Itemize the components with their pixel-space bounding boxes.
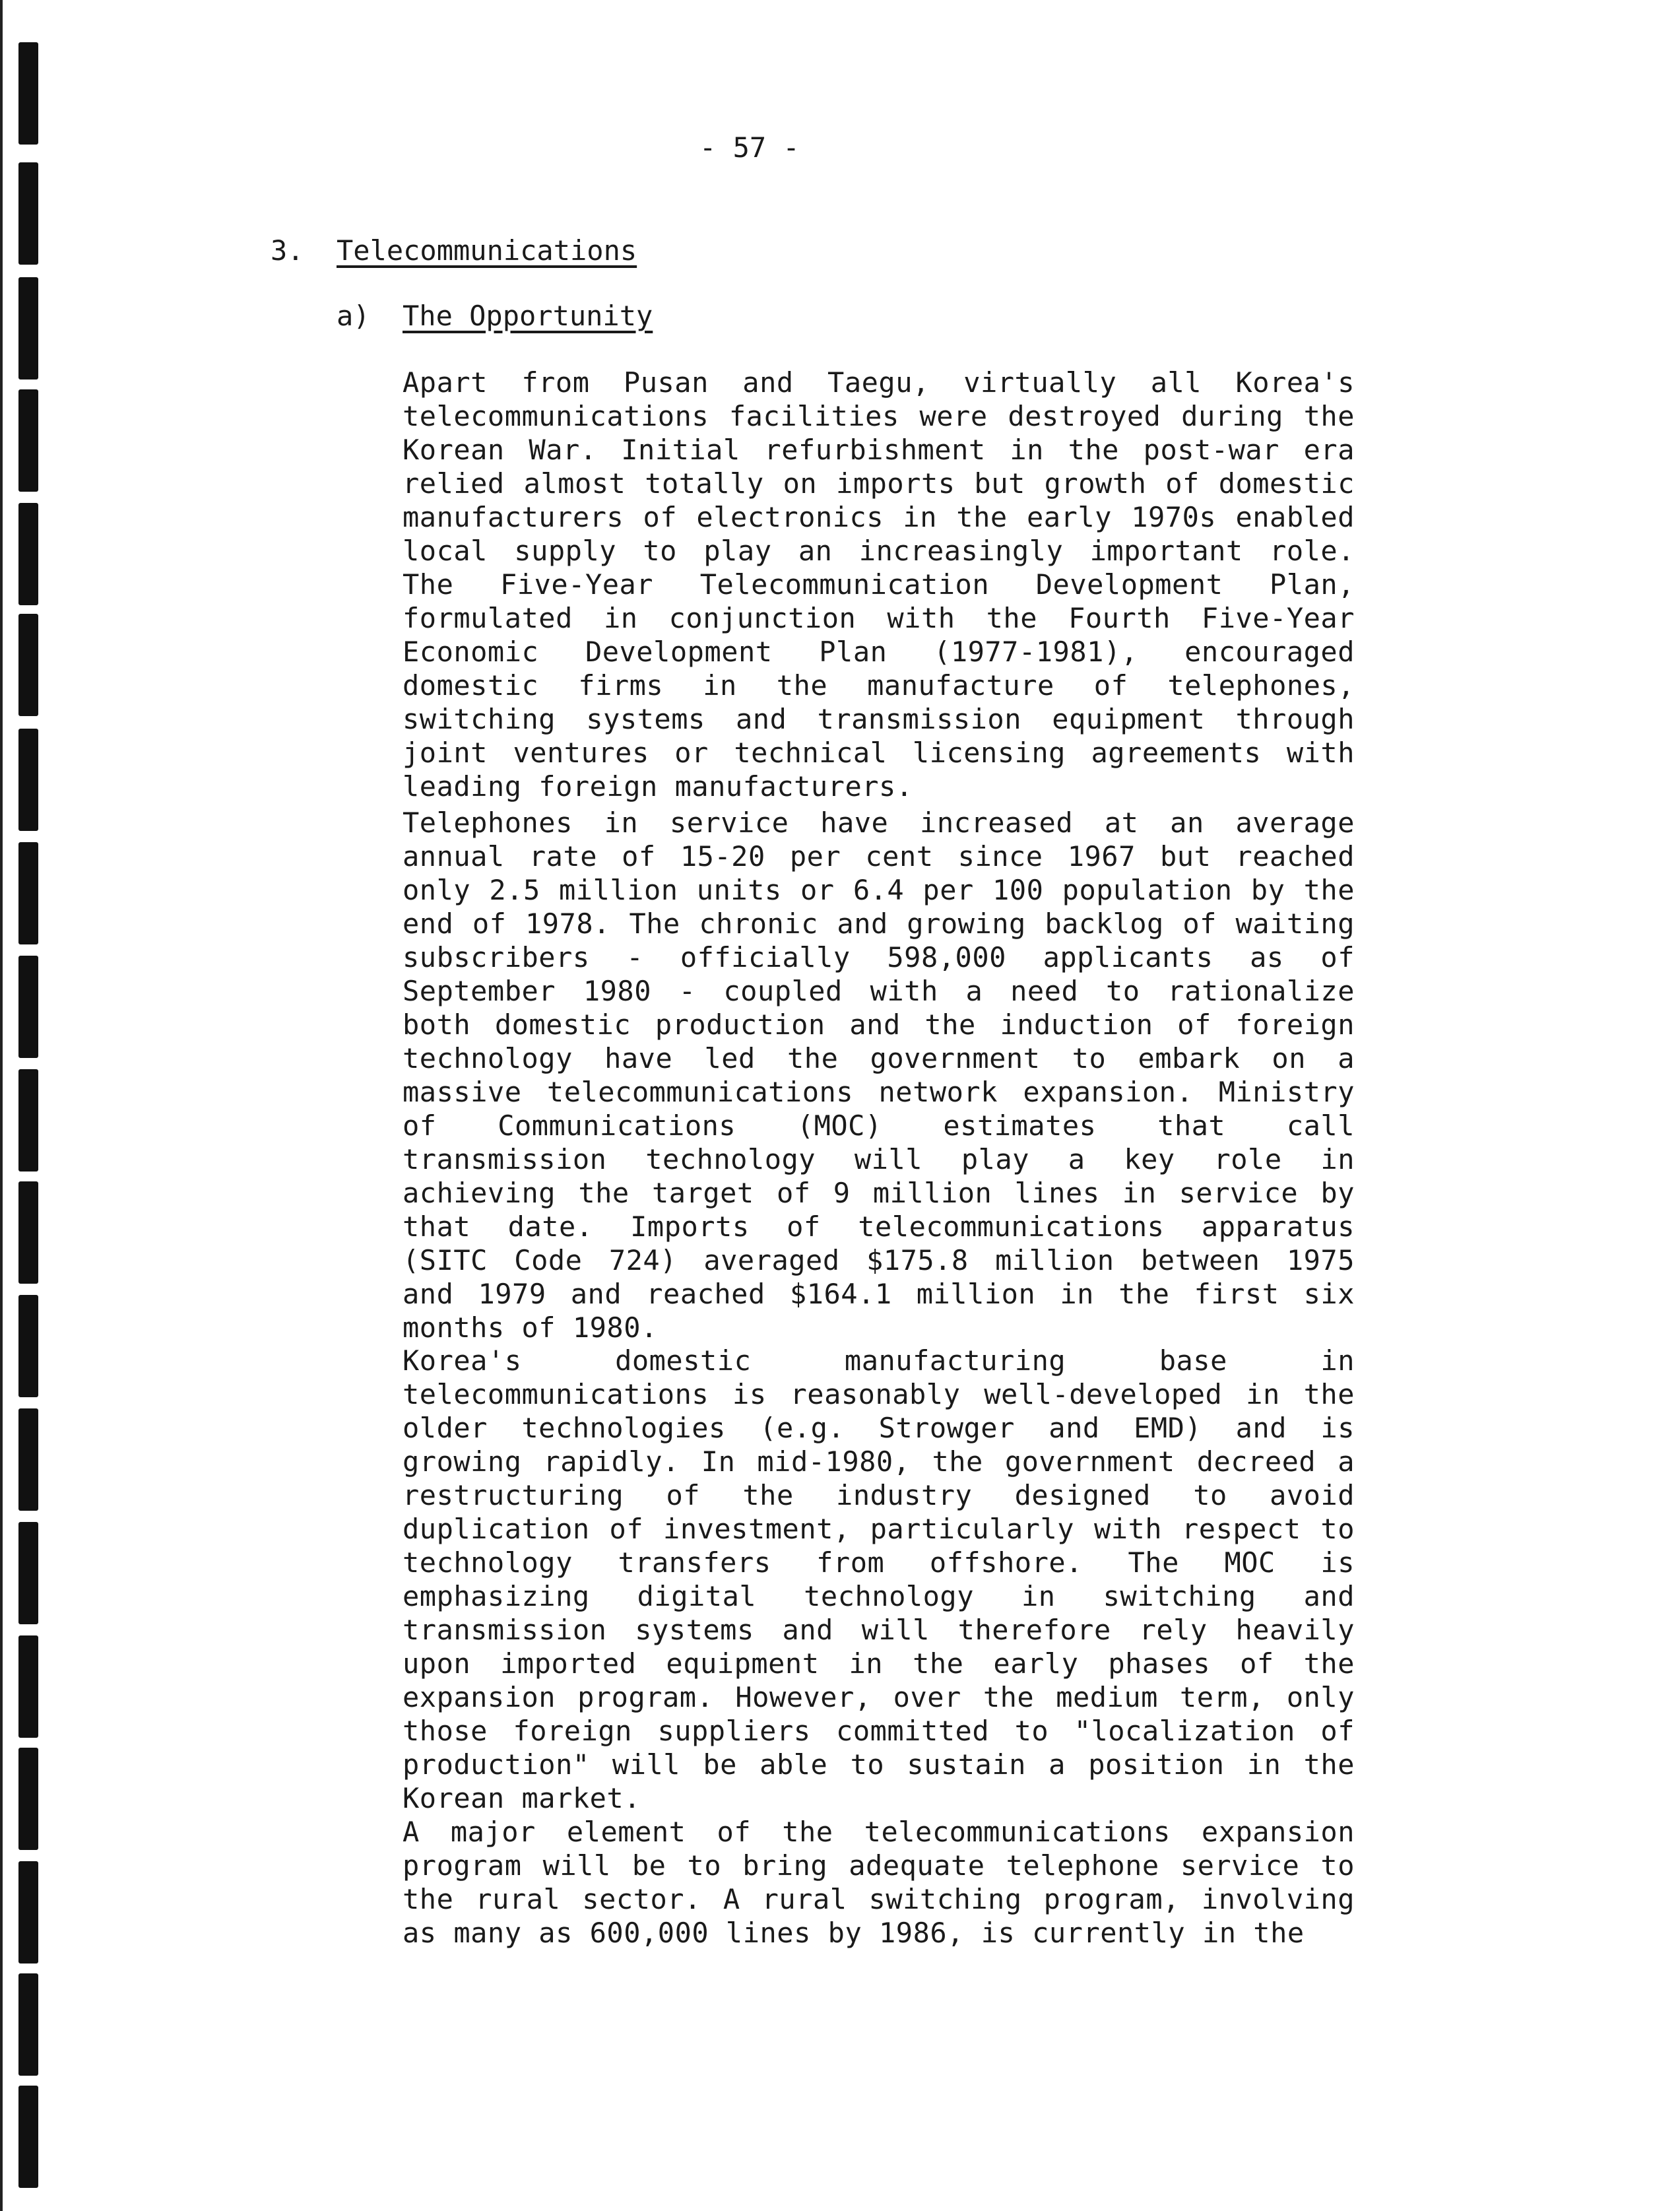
- binding-punch-mark: [18, 1861, 38, 1964]
- binding-punch-mark: [18, 1973, 38, 2076]
- binding-punch-mark: [18, 1748, 38, 1850]
- binding-punch-mark: [18, 1181, 38, 1284]
- body-paragraph: Apart from Pusan and Taegu, virtually all Korea's telecommunications facilities were destroyed during the Korean War. Initial refurbishment in the post-war era relied almost totally on imports but growth of domestic manufacturers of electronics in the early 1970s enabled local supply to play an increasingly important role. The Five-Year Telecommunication Development Plan, formulated in conjunction with the Fourth Five-Year Economic Development Plan (1977-1981), encouraged domestic firms in the manufacture of telephones, switching systems and transmission equipment through joint ventures or technical licensing agreements with leading foreign manufacturers.: [403, 366, 1355, 803]
- section-number: 3.: [271, 234, 304, 267]
- body-paragraph: Telephones in service have increased at an average annual rate of 15-20 per cent since 1967 but reached only 2.5 million units or 6.4 per 100 population by the end of 1978. The chronic and growing backlog of waiting subscribers - officially 598,000 applicants as of September 1980 - coupled with a need to rationalize both domestic production and the induction of foreign technology have led the government to embark on a massive telecommunications network expansion. Ministry of Communications (MOC) estimates that call transmission technology will play a key role in achieving the target of 9 million lines in service by that date. Imports of telecommunications apparatus (SITC Code 724) averaged $175.8 million between 1975 and 1979 and reached $164.1 million in the first six months of 1980.: [403, 807, 1355, 1344]
- binding-punch-mark: [18, 162, 38, 265]
- binding-punch-mark: [18, 503, 38, 605]
- subsection-title: The Opportunity: [403, 300, 653, 332]
- binding-punch-mark: [18, 277, 38, 380]
- binding-punch-mark: [18, 389, 38, 492]
- binding-punch-mark: [18, 1522, 38, 1624]
- page-number: - 57 -: [699, 131, 800, 164]
- binding-punch-mark: [18, 42, 38, 145]
- binding-punch-mark: [18, 614, 38, 716]
- binding-punch-mark: [18, 729, 38, 831]
- binding-punch-mark: [18, 1295, 38, 1397]
- body-paragraph: Korea's domestic manufacturing base in telecommunications is reasonably well-developed in the older technologies (e.g. Strowger and EMD) and is growing rapidly. In mid-1980, the government decreed a restructuring of the industry designed to avoid duplication of investment, particularly with respect to technology transfers from offshore. The MOC is emphasizing digital technology in switching and transmission systems and will therefore rely heavily upon imported equipment in the early phases of the expansion program. However, over the medium term, only those foreign suppliers committed to "localization of production" will be able to sustain a position in the Korean market.: [403, 1344, 1355, 1814]
- binding-punch-mark: [18, 1408, 38, 1511]
- binding-punch-mark: [18, 842, 38, 944]
- body-paragraph: A major element of the telecommunications expansion program will be to bring adequate telephone service to the rural sector. A rural switching program, involving as many as 600,000 lines by 1986, is currently in the: [403, 1816, 1355, 1949]
- subsection-label: a): [337, 300, 370, 332]
- binding-punch-mark: [18, 1635, 38, 1738]
- binding-edge: [0, 0, 3, 2211]
- binding-punch-mark: [18, 2086, 38, 2188]
- section-title: Telecommunications: [337, 234, 637, 267]
- binding-punch-mark: [18, 1069, 38, 1172]
- binding-punch-mark: [18, 956, 38, 1058]
